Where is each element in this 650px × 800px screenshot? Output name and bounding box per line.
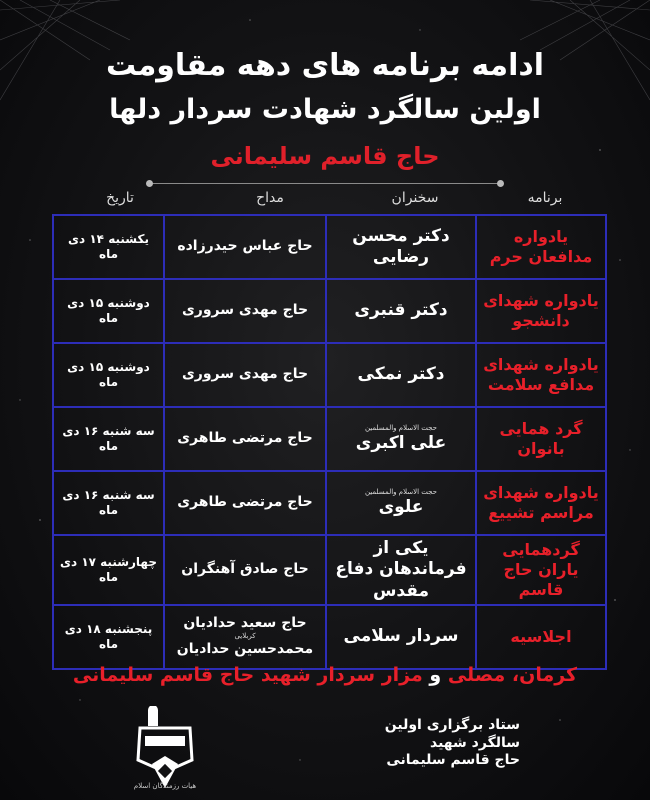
- maddah-cell: حاج مرتضی طاهری: [164, 407, 326, 471]
- date-cell: چهارشنبه ۱۷ دی ماه: [53, 535, 164, 605]
- speaker-cell: سردار سلامی: [326, 605, 476, 669]
- maddah-cell: حاج مهدی سروری: [164, 279, 326, 343]
- program-cell: یادواره مدافعان حرم: [476, 215, 606, 279]
- header-speaker: سخنران: [391, 190, 439, 206]
- date-cell: دوشنبه ۱۵ دی ماه: [53, 343, 164, 407]
- speaker-name: علی اکبری: [355, 432, 447, 453]
- program-cell: یادواره شهدای دانشجو: [476, 279, 606, 343]
- table-row: [53, 407, 606, 471]
- date-cell: دوشنبه ۱۵ دی ماه: [53, 279, 164, 343]
- maddah-name: حاج سعید حدادیان: [183, 614, 307, 631]
- date-cell: پنجشنبه ۱۸ دی ماه: [53, 605, 164, 669]
- speaker-cell: یکی از فرماندهان دفاع مقدس: [326, 535, 476, 605]
- location-part1: کرمان، مصلی: [447, 664, 578, 686]
- location-part2: مزار سردار شهید حاج قاسم سلیمانی: [72, 664, 423, 686]
- maddah-cell: [164, 605, 326, 669]
- table-row: [53, 215, 606, 279]
- table-row: [53, 535, 606, 605]
- subheadline: اولین سالگرد شهادت سردار دلها: [109, 94, 541, 125]
- maddah-cell: حاج عباس حیدرزاده: [164, 215, 326, 279]
- table-row: [53, 279, 606, 343]
- program-cell: گرد همایی بانوان: [476, 407, 606, 471]
- speaker-cell: دکتر نمکی: [326, 343, 476, 407]
- martyr-name: حاج قاسم سلیمانی: [210, 142, 440, 170]
- date-cell: یکشنبه ۱۴ دی ماه: [53, 215, 164, 279]
- organization-logo-icon: [130, 706, 200, 794]
- maddah-honorific: کربلایی: [234, 632, 256, 641]
- schedule-table: [52, 214, 607, 670]
- date-cell: سه شنبه ۱۶ دی ماه: [53, 407, 164, 471]
- speaker-cell: دکتر محسن رضایی: [326, 215, 476, 279]
- speaker-cell: دکتر قنبری: [326, 279, 476, 343]
- program-cell: گردهمایی یاران حاج قاسم: [476, 535, 606, 605]
- header-maddah: مداح: [256, 190, 284, 206]
- maddah-cell: حاج مهدی سروری: [164, 343, 326, 407]
- program-cell: یادواره شهدای مراسم تشییع: [476, 471, 606, 535]
- organizer-line3: حاج قاسم سلیمانی: [386, 752, 520, 768]
- speaker-cell: [326, 407, 476, 471]
- header-program: برنامه: [527, 190, 563, 206]
- table-row: [53, 471, 606, 535]
- location-conjunction: و: [429, 664, 442, 686]
- maddah-name-2: محمدحسین حدادیان: [176, 641, 314, 658]
- organizer-line1: ستاد برگزاری اولین: [384, 717, 520, 733]
- organizer-signature: [370, 717, 520, 770]
- speaker-name: علوی: [378, 496, 424, 517]
- speaker-cell: [326, 471, 476, 535]
- divider: [150, 183, 500, 184]
- organizer-line2: سالگرد شهید: [429, 734, 520, 751]
- program-cell: یادواره شهدای مدافع سلامت: [476, 343, 606, 407]
- headline: ادامه برنامه های دهه مقاومت: [105, 48, 545, 83]
- maddah-cell: حاج مرتضی طاهری: [164, 471, 326, 535]
- header-date: تاریخ: [106, 190, 134, 206]
- maddah-cell: حاج صادق آهنگران: [164, 535, 326, 605]
- event-location: [0, 664, 650, 686]
- table-row: [53, 343, 606, 407]
- date-cell: سه شنبه ۱۶ دی ماه: [53, 471, 164, 535]
- speaker-honorific: حجت الاسلام والمسلمین: [364, 488, 438, 496]
- speaker-honorific: حجت الاسلام والمسلمین: [364, 424, 438, 432]
- table-row: [53, 605, 606, 669]
- logo-caption: هیات رزمندگان اسلام: [133, 782, 197, 790]
- program-cell: اجلاسیه: [476, 605, 606, 669]
